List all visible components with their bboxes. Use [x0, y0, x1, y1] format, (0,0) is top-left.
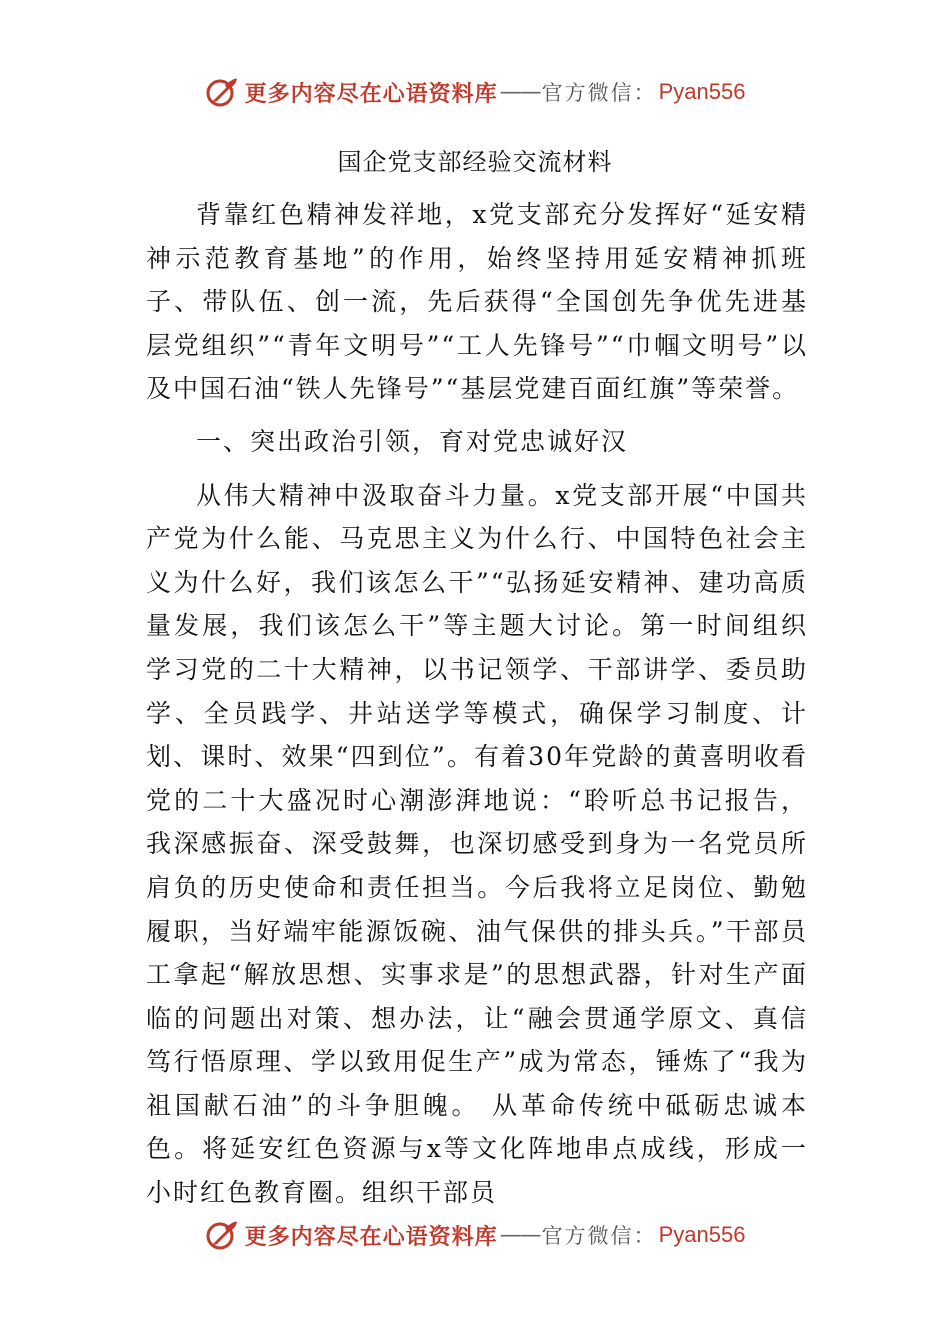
quill-logo-icon — [205, 1218, 239, 1252]
header-watermark — [0, 72, 950, 112]
footer-wechat-label: 官方微信： — [541, 1224, 657, 1248]
quill-logo-icon — [205, 75, 239, 109]
header-wechat-account: Pyan556 — [658, 79, 746, 104]
footer-wechat-account: Pyan556 — [658, 1222, 746, 1247]
header-separator: —— — [499, 79, 540, 105]
section-heading: 一、突出政治引领，育对党忠诚好汉 — [196, 426, 629, 456]
body-paragraph: 从伟大精神中汲取奋斗力量。x党支部开展“中国共产党为什么能、马克思主义为什么行、中国特色社会主义为什么好，我们该怎么干”“弘扬延安精神、建功高质量发展，我们该怎么干”等主题大讨论。第一时间组织学习党的二十大精神，以书记领学、干部讲学、委员助学、全员践学、井站送学等模式，确保学习制度、计划、课时、效果“四到位”。有着30年党龄的黄喜明收看党的二十大盛况时心潮澎湃地说：“聆听总书记报告，我深感振奋、深受鼓舞，也深切感受到身为一名党员所肩负的历史使命和责任担当。今后我将立足岗位、勤勉履职，当好端牢能源饭碗、油气保供的排头兵。”干部员工拿起“解放思想、实事求是”的思想武器，针对生产面临的问题出对策、想办法，让“融会贯通学原文、真信笃行悟原理、学以致用促生产”成为常态，锤炼了“我为祖国献石油”的斗争胆魄。 从革命传统中砥砺忠诚本色。将延安红色资源与x等文化阵地串点成线，形成一小时红色教育圈。组织干部员 — [146, 480, 808, 1208]
footer-brand: 更多内容尽在心语资料库 — [244, 1223, 498, 1250]
header-wechat-label: 官方微信： — [541, 81, 657, 105]
body-paragraph: 背靠红色精神发祥地，x党支部充分发挥好“延安精神示范教育基地”的作用，始终坚持用延安精神抓班子、带队伍、创一流，先后获得“全国创先争优先进基层党组织”“青年文明号”“工人先锋号”“巾帼文明号”以及中国石油“铁人先锋号”“基层党建百面红旗”等荣誉。 — [146, 200, 808, 404]
document-body — [146, 193, 808, 1224]
footer-separator: —— — [499, 1222, 540, 1248]
document-title: 国企党支部经验交流材料 — [337, 148, 613, 176]
header-brand: 更多内容尽在心语资料库 — [244, 80, 498, 107]
footer-watermark — [0, 1215, 950, 1255]
